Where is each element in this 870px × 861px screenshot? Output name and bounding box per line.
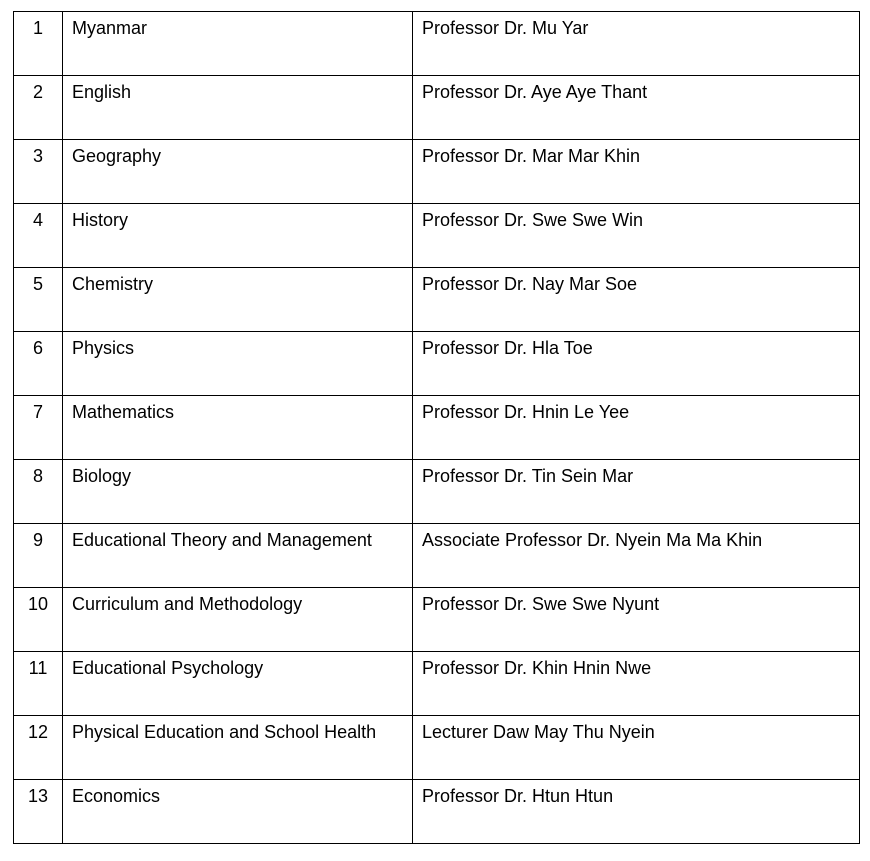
table-row (14, 652, 860, 716)
department-cell: Educational Theory and Management (63, 524, 413, 588)
department-heads-table (13, 11, 860, 844)
table-row (14, 332, 860, 396)
department-cell: Myanmar (63, 12, 413, 76)
head-name-cell: Professor Dr. Mu Yar (413, 12, 860, 76)
row-number-cell: 9 (14, 524, 63, 588)
head-name-cell: Lecturer Daw May Thu Nyein (413, 716, 860, 780)
department-cell: Curriculum and Methodology (63, 588, 413, 652)
department-heads-table-container (13, 11, 860, 844)
department-cell: English (63, 76, 413, 140)
head-name-cell: Associate Professor Dr. Nyein Ma Ma Khin (413, 524, 860, 588)
table-row (14, 268, 860, 332)
row-number-cell: 6 (14, 332, 63, 396)
row-number-cell: 10 (14, 588, 63, 652)
department-cell: Mathematics (63, 396, 413, 460)
department-cell: Biology (63, 460, 413, 524)
head-name-cell: Professor Dr. Khin Hnin Nwe (413, 652, 860, 716)
row-number-cell: 13 (14, 780, 63, 844)
table-row (14, 204, 860, 268)
head-name-cell: Professor Dr. Hla Toe (413, 332, 860, 396)
table-body (14, 12, 860, 844)
table-row (14, 524, 860, 588)
table-row (14, 780, 860, 844)
head-name-cell: Professor Dr. Tin Sein Mar (413, 460, 860, 524)
department-cell: Educational Psychology (63, 652, 413, 716)
table-row (14, 716, 860, 780)
table-row (14, 588, 860, 652)
row-number-cell: 8 (14, 460, 63, 524)
head-name-cell: Professor Dr. Htun Htun (413, 780, 860, 844)
head-name-cell: Professor Dr. Aye Aye Thant (413, 76, 860, 140)
row-number-cell: 12 (14, 716, 63, 780)
row-number-cell: 5 (14, 268, 63, 332)
table-row (14, 140, 860, 204)
row-number-cell: 4 (14, 204, 63, 268)
table-row (14, 460, 860, 524)
head-name-cell: Professor Dr. Mar Mar Khin (413, 140, 860, 204)
head-name-cell: Professor Dr. Nay Mar Soe (413, 268, 860, 332)
department-cell: History (63, 204, 413, 268)
department-cell: Chemistry (63, 268, 413, 332)
table-row (14, 76, 860, 140)
head-name-cell: Professor Dr. Swe Swe Win (413, 204, 860, 268)
table-row (14, 396, 860, 460)
row-number-cell: 1 (14, 12, 63, 76)
row-number-cell: 11 (14, 652, 63, 716)
row-number-cell: 7 (14, 396, 63, 460)
head-name-cell: Professor Dr. Hnin Le Yee (413, 396, 860, 460)
department-cell: Physical Education and School Health (63, 716, 413, 780)
head-name-cell: Professor Dr. Swe Swe Nyunt (413, 588, 860, 652)
row-number-cell: 2 (14, 76, 63, 140)
row-number-cell: 3 (14, 140, 63, 204)
department-cell: Geography (63, 140, 413, 204)
table-row (14, 12, 860, 76)
department-cell: Economics (63, 780, 413, 844)
department-cell: Physics (63, 332, 413, 396)
